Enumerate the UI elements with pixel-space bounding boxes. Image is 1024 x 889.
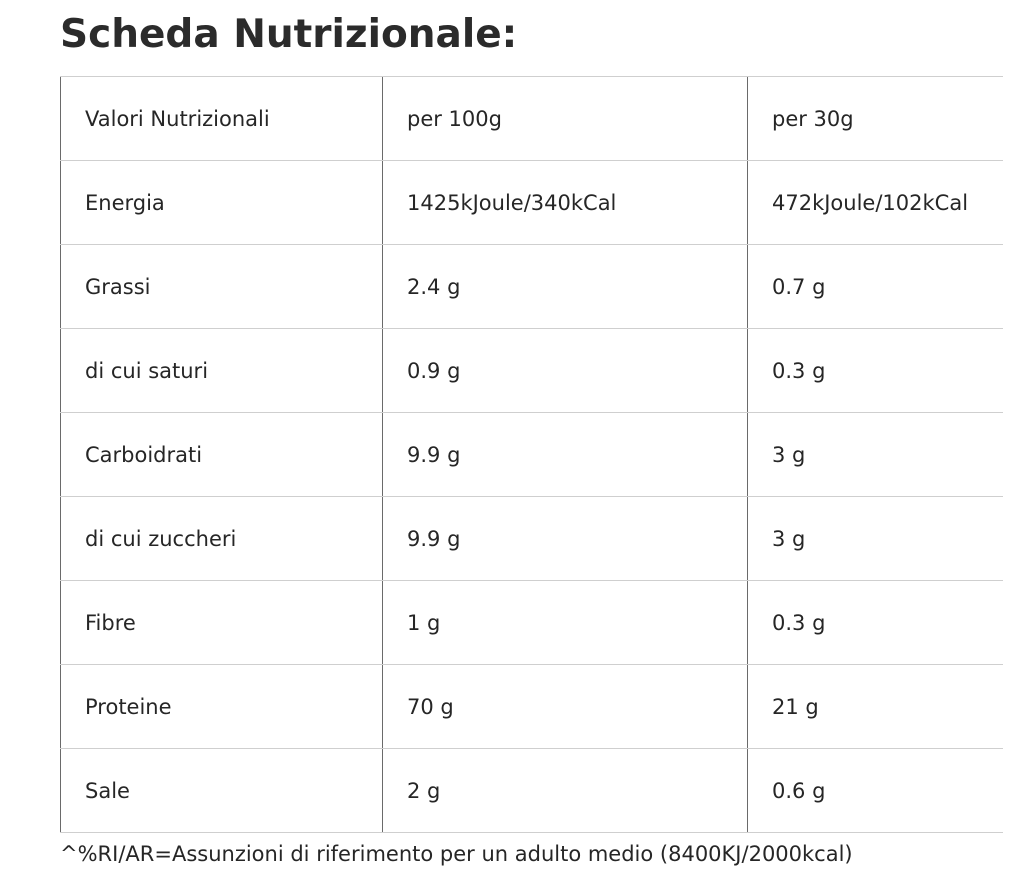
value-per-30g: 0.6 g [748,749,1003,833]
table-row [61,329,1003,413]
nutrient-name: di cui saturi [61,329,383,413]
nutrient-name: di cui zuccheri [61,497,383,581]
reference-intake-footnote: ^%RI/AR=Assunzioni di riferimento per un adulto medio (8400KJ/2000kcal) [60,842,853,866]
table-row [61,581,1003,665]
table-header-row [61,77,1003,161]
table-row [61,749,1003,833]
value-per-100g: 1 g [383,581,748,665]
table-row [61,665,1003,749]
nutrient-name: Energia [61,161,383,245]
value-per-100g: 1425kJoule/340kCal [383,161,748,245]
value-per-30g: 3 g [748,497,1003,581]
value-per-100g: 2.4 g [383,245,748,329]
value-per-30g: 3 g [748,413,1003,497]
column-header-nutrient: Valori Nutrizionali [61,77,383,161]
value-per-100g: 2 g [383,749,748,833]
column-header-per-30g: per 30g [748,77,1003,161]
value-per-30g: 0.7 g [748,245,1003,329]
page-title: Scheda Nutrizionale: [60,12,518,57]
table-row [61,245,1003,329]
nutrient-name: Carboidrati [61,413,383,497]
value-per-100g: 9.9 g [383,413,748,497]
value-per-30g: 472kJoule/102kCal [748,161,1003,245]
nutrition-table-container [60,76,1002,833]
nutrient-name: Fibre [61,581,383,665]
nutrition-table [60,76,1003,833]
table-row [61,497,1003,581]
value-per-100g: 9.9 g [383,497,748,581]
table-row [61,161,1003,245]
nutrient-name: Sale [61,749,383,833]
column-header-per-100g: per 100g [383,77,748,161]
nutrient-name: Proteine [61,665,383,749]
value-per-30g: 0.3 g [748,329,1003,413]
table-row [61,413,1003,497]
value-per-30g: 21 g [748,665,1003,749]
nutrient-name: Grassi [61,245,383,329]
value-per-100g: 0.9 g [383,329,748,413]
value-per-30g: 0.3 g [748,581,1003,665]
value-per-100g: 70 g [383,665,748,749]
